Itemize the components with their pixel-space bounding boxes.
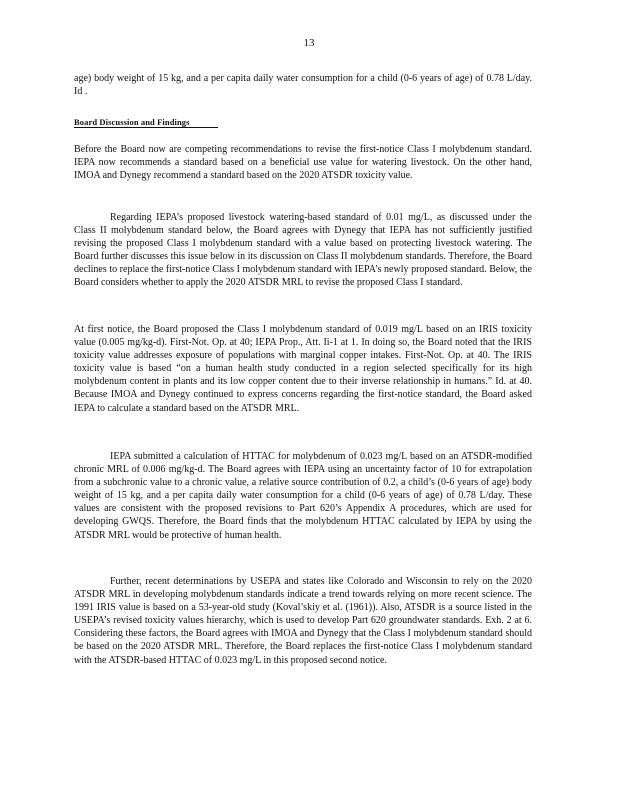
paragraph-4-block <box>74 450 532 542</box>
section-heading: Board Discussion and Findings <box>74 117 218 128</box>
paragraph-3-block <box>74 323 532 415</box>
paragraph-2: Regarding IEPA’s proposed livestock watering-based standard of 0.01 mg/L, as discussed under the Class II molybdenum standard below, the Board agrees with Dynegy that IEPA has not sufficiently justified revising the proposed Class I molybdenum standard with a value based on protecting livestock watering. The Board further discusses this issue below in its discussion on Class II molybdenum standards. Therefore, the Board declines to replace the first-notice Class I molybdenum standard with IEPA’s newly proposed standard. Below, the Board considers whether to apply the 2020 ATSDR MRL to revise the proposed Class I standard. <box>74 212 532 289</box>
paragraph-4: IEPA submitted a calculation of HTTAC for molybdenum of 0.023 mg/L based on an ATSDR-modified chronic MRL of 0.006 mg/kg-d. The Board agrees with IEPA using an uncertainty factor of 10 for extrapolation from a subchronic value to a chronic value, a relative source contribution of 0.2, a child’s (0-6 years of age) body weight of 15 kg, and a per capita daily water consumption for a child (0-6 years of age) of 0.78 L/day. These values are consistent with the proposed revisions to Part 620’s Appendix A procedures, which are used for developing GWQS. Therefore, the Board finds that the molybdenum HTTAC calculated by IEPA by using the ATSDR MRL would be protective of human health. <box>74 451 532 541</box>
paragraph-1-block <box>74 143 532 182</box>
paragraph-5-block <box>74 575 532 667</box>
page-number: 13 <box>303 37 315 49</box>
paragraph-2-block <box>74 211 532 290</box>
paragraph-1: Before the Board now are competing recommendations to revise the first-notice Class I molybdenum standard. IEPA now recommends a standard based on a beneficial use value for watering livestock. On the other hand, IMOA and Dynegy recommend a standard based on the 2020 ATSDR toxicity value. <box>74 144 532 182</box>
paragraph-5: Further, recent determinations by USEPA and states like Colorado and Wisconsin to rely on the 2020 ATSDR MRL in developing molybdenum standards indicate a trend towards relying on more recent science. The 1991 IRIS value is based on a 53-year-old study (Koval’skiy et al. (1961)). Also, ATSDR is a source listed in the USEPA’s revised toxicity values hierarchy, which is used to develop Part 620 groundwater standards. Exh. 2 at 6. Considering these factors, the Board agrees with IMOA and Dynegy that the Class I molybdenum standard should be based on the 2020 ATSDR MRL. Therefore, the Board replaces the first-notice Class I molybdenum standard with the ATSDR-based HTTAC of 0.023 mg/L in this proposed second notice. <box>74 576 532 666</box>
intro-continuation: age) body weight of 15 kg, and a per capita daily water consumption for a child (0-6 years of age) of 0.78 L/day. Id . <box>74 73 532 98</box>
intro-continuation-block <box>74 72 532 98</box>
paragraph-3: At first notice, the Board proposed the Class I molybdenum standard of 0.019 mg/L based on an IRIS toxicity value (0.005 mg/kg-d). First-Not. Op. at 40; IEPA Prop., Att. Ii-1 at 1. In doing so, the Board noted that the IRIS toxicity value addresses exposure of populations with marginal copper intakes. First-Not. Op. at 40. The IRIS toxicity value is based “on a human health study conducted in a region selected specifically for its high molybdenum content in plants and its low copper content due to their inverse relationship in humans.” Id. at 40. Because IMOA and Dynegy continued to express concerns regarding the first-notice standard, the Board asked IEPA to calculate a standard based on the ATSDR MRL. <box>74 324 532 414</box>
